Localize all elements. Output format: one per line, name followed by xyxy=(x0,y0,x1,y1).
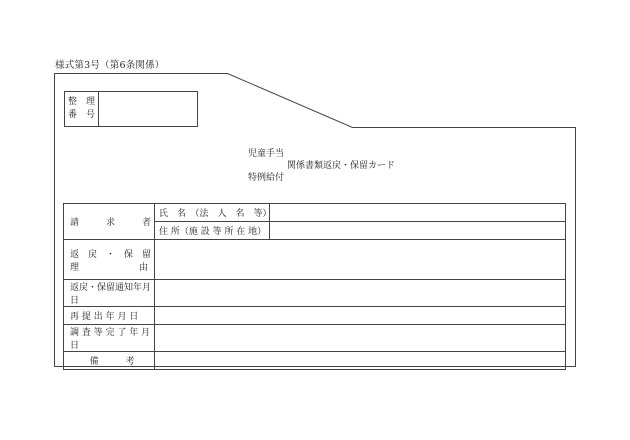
reason-field[interactable] xyxy=(155,240,566,280)
seikyusha-label: 請 求 者 xyxy=(64,204,155,240)
jusho-field[interactable] xyxy=(270,222,566,240)
resubmit-date-field[interactable] xyxy=(155,307,566,325)
title-jido-teate: 児童手当 xyxy=(248,149,285,159)
notice-date-field[interactable] xyxy=(155,280,566,307)
seiri-bango-label: 整 理 番 号 xyxy=(65,92,99,126)
seiri-bango-field[interactable] xyxy=(99,92,197,126)
title-main: 関係書類返戻・保留カード xyxy=(287,161,396,171)
shimei-label: 氏 名 （法 人 名 等） xyxy=(155,204,270,222)
seiri-bango-box xyxy=(64,91,198,127)
resubmit-date-label: 再 提 出 年 月 日 xyxy=(64,307,155,325)
survey-complete-date-field[interactable] xyxy=(155,325,566,352)
notice-date-label: 返戻・保留通知年月日 xyxy=(64,280,155,307)
remarks-field[interactable] xyxy=(155,352,566,370)
shimei-field[interactable] xyxy=(270,204,566,222)
form-number-label: 様式第3号（第6条関係） xyxy=(55,60,165,71)
reason-label: 返 戻 ・ 保 留 理 由 xyxy=(64,240,155,280)
jusho-label: 住 所（施 設 等 所 在 地） xyxy=(155,222,270,240)
title-tokurei-kyufu: 特例給付 xyxy=(248,173,285,183)
card-table xyxy=(63,203,566,370)
survey-complete-date-label: 調 査 等 完 了 年 月 日 xyxy=(64,325,155,352)
remarks-label: 備 考 xyxy=(64,352,155,370)
